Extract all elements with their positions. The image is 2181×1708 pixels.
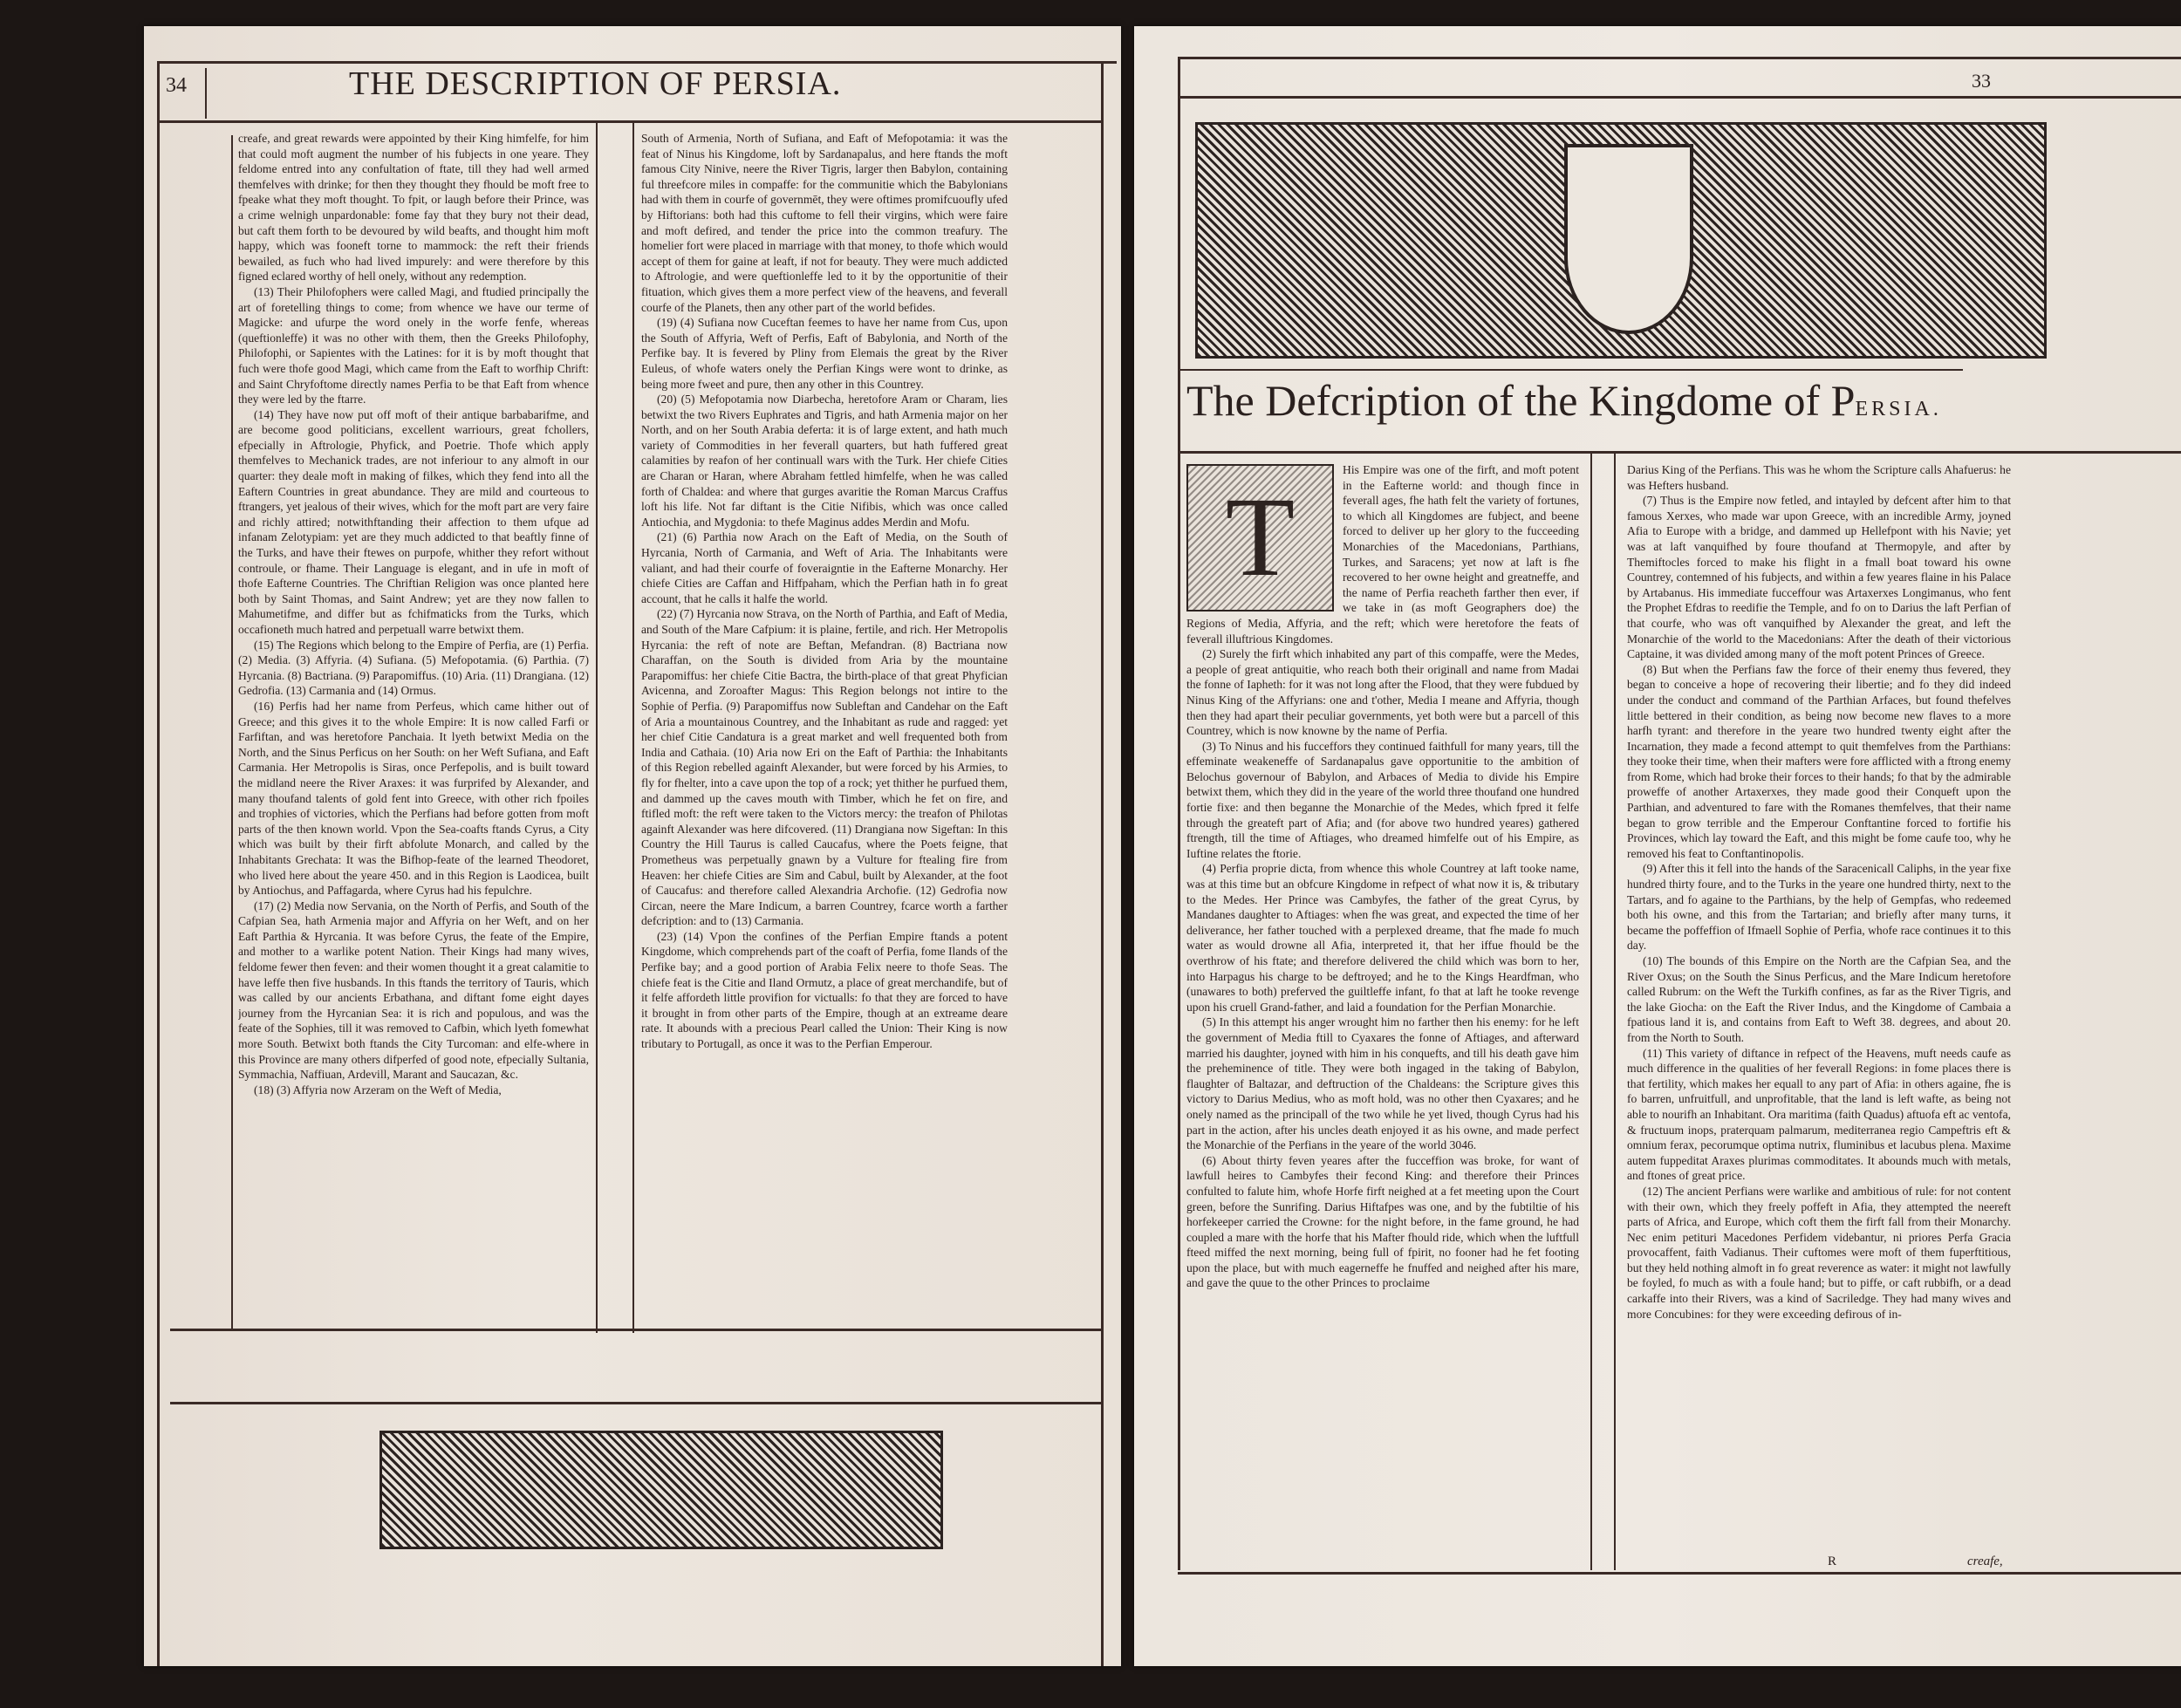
paragraph-18: (18) (3) Affyria now Arzeram on the Weft of Media,: [254, 1083, 502, 1097]
paragraph-4: (4) Perfia proprie dicta, from whence this whole Countrey at laft tooke name, was at this time but an obfcure Kingdome in refpect of what now it is, & tributary to the Medes. Her Prince was Cambyfes, the father of the great Cyrus, by Mandanes daughter to Aftiages: when fhe was great, and expected the time of her deliverance, her father touched with a perplexed dreame, that fhe made fo much water as would drowne all Afia, interpreted it, that her iffue fhould be the overthrow of his ftate; and therefore delivered the child which was born to her, into Harpagus his charge to be deftroyed; and he to the Kings Heardfman, who (unawares to both) preferved the guiltleffe infant, fo that at laft he tooke revenge upon his cruell Grand-father, and laid a foundation for the Perfian Monarchie.: [1186, 862, 1579, 1014]
woodcut-headpiece-ornament-icon: [1195, 122, 2047, 359]
col1-left-rule: [231, 135, 233, 1330]
column-divider-2: [1614, 454, 1616, 1570]
left-border-rule: [1178, 57, 1180, 1570]
page-title-small-caps: ERSIA.: [1855, 398, 1942, 420]
paragraph-19: (19) (4) Sufiana now Cuceftan feemes to have her name from Cus, upon the South of Affyria, Weft of Perfis, Eaft of Babylonia, and North of the Perfike bay. It is fevered by Pliny from Elemais the great by the River Euleus, of whofe waters onely the Perfian Kings were wont to drinke, as being more fweet and pure, then any other in this Countrey.: [641, 316, 1008, 391]
header-rule: [1178, 96, 2181, 99]
catchword: creafe,: [1967, 1554, 2003, 1568]
paragraph-7: (7) Thus is the Empire now fetled, and intayled by defcent after him to that famous Xerxes, who made war upon Greece, with an incredible Army, joyned Afia to Europe with a bridge, and dammed up Hellefpont with his Navie; yet was at laft vanquifhed by foure thoufand at Thermopyle, and after by Themiftocles forced to make his flight in a fmall boat toward his owne Countrey, contemned of his fubjects, and within a few yeares flaine in his Palace by Artabanus. His immediate fucceffour was Artaxerxes Longimanus, who fent the Prophet Efdras to reedifie the Temple, and fo on to Darius the laft Perfian of that courfe, who was oft vanquifhed by Alexander the great, and left the Monarchie of the world to the Macedonians: After the death of their victorious Captaine, it was divided among many of the moft potent Princes of Greece.: [1627, 494, 2011, 661]
paragraph-14: (14) They have now put off moft of their antique barbabarifme, and are become good politicians, excellent warriours, great fchollers, efpecially in Aftrologie, Phyfick, and Poetrie. Thofe which apply themfelves to Mechanick trades, are not inferiour to any almoft in our quarter: they deale moft in making of filkes, which they fend into all the Eaftern Countries in great abundance. They are mild and courteous to ftrangers, yet jealous of their wives, which for the moft part are very faire and richly attired; notwithftanding their affection to them ufque ad infanam Zelotypiam: yet are they much addicted to that beaftly finne of the Turks, and have their ftewes on purpofe, whither they refort without controule, or fhame. Their Language is elegant, and in ufe in moft of thofe Eafterne Countries. The Chriftian Religion was once planted here both by Saint Thomas, and Saint Andrew; yet are they now fallen to Mahumetifme, and differ but as fchifmaticks from the Turks, which occafioneth much hatred and perpetuall warre betwixt them.: [238, 407, 589, 636]
paragraph-21: (21) (6) Parthia now Arach on the Eaft of Media, on the South of Hyrcania, North of Carmania, and Weft of Aria. The Inhabitants were valiant, and had their courfe of foveraigntie in the Eafterne Monarchy. Her chiefe Cities are Caffan and Hiffpaham, which the Perfian hath in fo great account, that he calls it halfe the world.: [641, 530, 1008, 605]
paragraph-23: (23) (14) Vpon the confines of the Perfian Empire ftands a potent Kingdome, which comprehends part of the coaft of Perfia, fome Ilands of the Perfike bay; and a good portion of Arabia Felix neere to thofe Seas. The chiefe feat is the Citie and Iland Ormutz, a place of great merchandife, but of it felfe affordeth little provifion for victualls: fo that they are forced to have it brought in from other parts of the Empire, though at an extreame deare rate. It abounds with a precious Pearl called the Union: Their King is now tributary to Portugall, as once it was to the Perfian Emperour.: [641, 929, 1008, 1051]
left-page: [144, 26, 1121, 1666]
column-divider-2: [632, 120, 634, 1333]
paragraph-17: (17) (2) Media now Servania, on the North of Perfis, and South of the Cafpian Sea, hath Armenia major and Affyria on her Weft, and on her Eaft Parthia & Hyrcania. It was before Cyrus, the feate of the Empire, and mother to a warlike potent Nation. Their Kings had many wives, feldome fewer then feven: and their women thought it a great calamitie to have leffe then five husbands. In this ftands the territory of Tauris, which was called by our ancients Erbathana, and diftant fome eight dayes journey from the Hyrcanian Sea: it is rich and populous, and was the feate of the Sophies, till it was removed to Cafbin, which lyeth fomewhat more South. Betwixt both ftands the City Turcoman: and elfe-where in this Province are many others difperfed of good note, efpecially Sultania, Symmachia, Naffiuan, Ardevill, Marant and Saucazan, &c.: [238, 898, 589, 1082]
woodcut-tailpiece-ornament-icon: [379, 1431, 943, 1549]
column-divider: [596, 120, 598, 1333]
right-page-column-2: [1627, 462, 2011, 1548]
title-bottom-rule: [1178, 451, 2181, 454]
page-number: 34: [166, 74, 187, 97]
paragraph-10: (10) The bounds of this Empire on the North are the Cafpian Sea, and the River Oxus; on the South the Sinus Perficus, and the Mare Indicum heretofore called Rubrum: on the Weft the Turkifh confines, as far as the River Tigris, and the lake Giocha: on the Eaft the River Indus, and the Kingdome of Cambaia a fpatious land it is, and contains from Eaft to Weft 38. degrees, and about 20. from the North to South.: [1627, 954, 2011, 1044]
paragraph: South of Armenia, North of Sufiana, and Eaft of Mefopotamia: it was the feat of Ninus his Kingdome, loft by Sardanapalus, and here ftands the moft famous City Ninive, neere the River Tigris, larger then Babylon, containing ful threefcore miles in compaffe: for the communitie which the Babylonians had with them in courfe of governmēt, they were oftimes promifcuoufly ufed by Hiftorians: both had this cuftome to fell their virgins, which were faire and moft defired, and tender the price into the common treafury. The homelier fort were placed in marriage with that money, to thofe which would accept of them for gaine at leaft, if not for beauty. They were much addicted to Aftrologie, and were queftionleffe led to it by the opportunitie of their fituation, which gives them a more perfect view of the heavens, and feverall courfe of the Planets, then any other part of the world befides.: [641, 132, 1008, 314]
page-title-main: The Defcription of the Kingdome of P: [1186, 376, 1856, 425]
right-page: [1134, 26, 2181, 1666]
page-number: 33: [1972, 70, 1991, 92]
right-page-column-1: [1186, 462, 1579, 1561]
paragraph-5: (5) In this attempt his anger wrought him no farther then his enemy: for he left the government of Media ftill to Cyaxares the fonne of Aftiages, and afterward married his daughter, joyned with him in his conquefts, and till his death gave him the preheminence of title. They were both ingaged in the taking of Babylon, flaughter of Baltazar, and deftruction of the Chaldeans: the Scripture gives this victory to Darius Medius, who as moft hold, was no other then Cyaxares; and he onely named as the principall of the two while he yet lived, though Cyrus had his part in the action, after his uncles death enjoyed it as his owne, and made perfect the Monarchie of the Perfians in the yeare of the world 3046.: [1186, 1015, 1579, 1152]
paragraph-15: (15) The Regions which belong to the Empire of Perfia, are (1) Perfia. (2) Media. (3) Affyria. (4) Sufiana. (5) Mefopotamia. (6) Parthia. (7) Hyrcania. (8) Bactriana. (9) Parapomiffus. (10) Aria. (11) Drangiana. (12) Gedrofia. (13) Carmania and (14) Ormus.: [238, 638, 589, 698]
header-rule: [157, 120, 1104, 123]
top-border-rule: [157, 61, 1117, 64]
right-border-rule: [1101, 61, 1104, 1666]
paragraph-11: (11) This variety of diftance in refpect of the Heavens, muft needs caufe as much difference in the qualities of her feverall Regions: in fome places there is that fertility, which makes her equall to any part of Afia: in others againe, fhe is fo barren, unfruitfull, and unprofitable, that the land is left wafte, as being not able to nourifh an Inhabitant. Ora maritima (faith Quadus) aftuofa eft ac ventofa, & fructuum inops, praterquam palmarum, mediterranea regio Campeftris eft & omnium ferax, pecorumque optima nutrix, fluminibus et lacubus plena. Maxime autem fuppeditat Araxes plurimas commoditates. It abounds much with metals, and ftones of great price.: [1627, 1046, 2011, 1183]
paragraph-9: (9) After this it fell into the hands of the Saracenicall Caliphs, in the year fixe hundred thirty foure, and to the Turks in the yeare one hundred thirty, next to the Tartars, and fo againe to the Parthians, by the help of Gempfas, who redeemed both his owne, and this from the Tartarian; and briefly after many turns, it became the poffeffion of Ifmaell Sophie of Perfia, whofe race continues it to this day.: [1627, 862, 2011, 953]
paragraph-13: (13) Their Philofophers were called Magi, and ftudied principally the art of foretelling things to come; from whence we have our terme of Magicke: and ufurpe the word onely in the worfe fenfe, whereas (queftionleffe) it was no other with them, then the Greeks Philofophy, Philofophi, or Sapientes with the Latines: for it is by moft thought that fuch were thofe good Magi, which came from the Eaft to worfhip Chrift: and Saint Chryfoftome directly names Perfia to be that Eaft from whence they were led by the ftarre.: [238, 284, 589, 407]
blank-shield-icon: [1564, 144, 1693, 334]
text-bottom-rule: [170, 1329, 1104, 1331]
left-border-rule: [157, 61, 160, 1666]
top-border-rule: [1178, 57, 2181, 59]
paragraph-12: (12) The ancient Perfians were warlike and ambitious of rule: for not content with their own, which they freely poffeft in Afia, they attempted the neereft parts of Africa, and Europe, which coft them the firft fall from their Monarchy. Nec enim petituri Macedones Perfidem videbantur, ni priores Perfa Gracia provocaffent, faith Vadianus. Their cuftomes were moft of them fuperftitious, but they held nothing almoft in fo great reverence as water: it might not lawfully be foyled, fo much as with a foule hand; but to piffe, or caft rubbifh, or a dead carkaffe into their Rivers, was a kind of Sacriledge. They had many wives and more Concubines: for they were exceeding defirous of in-: [1627, 1184, 2011, 1321]
bottom-border-rule: [1178, 1572, 2181, 1575]
ornamental-drop-cap-icon: T: [1186, 464, 1334, 611]
paragraph-2: (2) Surely the firft which inhabited any part of this compaffe, were the Medes, a people of great antiquitie, who reach both their originall and name from Madai the fonne of Iapheth: for it was not long after the Flood, that they were fubdued by Ninus King of the Affyrians: one and t'other, Media I meane and Affyria, though then they had apart their peculiar governments, yet both were but a parcell of this Countrey, which is now knowne by the name of Perfia.: [1186, 647, 1579, 738]
page-number-divider: [205, 68, 207, 119]
paragraph: Darius King of the Perfians. This was he whom the Scripture calls Ahafuerus: he was Hefters husband.: [1627, 463, 2011, 492]
column-divider: [1590, 454, 1592, 1570]
title-top-rule: [1178, 369, 1963, 371]
signature-mark: R: [1828, 1554, 1837, 1568]
running-head: THE DESCRIPTION OF PERSIA.: [349, 65, 842, 102]
paragraph-20: (20) (5) Mefopotamia now Diarbecha, heretofore Aram or Charam, lies betwixt the two Rivers Euphrates and Tigris, and hath Armenia major on her North, and on her South Arabia deferta: it is of large extent, and hath much variety of Commodities in her feverall quarters, but hath fuffered great calamities by reafon of her continuall wars with the Turk. Her chiefe Cities are Charan or Haran, where Abraham fettled himfelfe, when he was called forth of Chaldea: and where that gurges avaritie the Roman Marcus Craffus loft his life. Not far diftant is the Citie Nifibis, which was once called Antiochia, and Mygdonia: to thefe Maginus addes Merdin and Mofu.: [641, 393, 1008, 529]
left-page-column-1: [238, 131, 589, 1326]
paragraph-8: (8) But when the Perfians faw the force of their enemy thus fevered, they began to conceive a hope of recovering their libertie; and fo they did indeed under the conduct and command of the Parthian Arfaces, but found thefelves little bettered in their condition, as being now become new flaves to a more harfh tyrant: and therefore in the yeare two hundred twenty eight after the Incarnation, they made a fecond attempt to quit themfelves from the Parthians: they tooke their time, when their mafters were fore afflicted with a ftrong enemy from Rome, which had broke their forces to their hands; fo that by the admirable proweffe of another Artaxerxes, they made good their Conqueft upon the Parthian, and adventured to fare with the Romanes themfelves, that their name began to grow terrible and the Emperour Conftantine forced to fortifie his Provinces, which lay toward the Eaft, and this might be fome caufe too, why he removed his feat to Conftantinopolis.: [1627, 662, 2011, 860]
paragraph: creafe, and great rewards were appointed by their King himfelfe, for him that could moft augment the number of his fubjects in one yeare. They feldome entred into any confultation of ftate, till they had well armed themfelves with drinke; for then they thought they fhould be moft free to fpeake what they moft thought. To fpit, or laugh before their Prince, was a crime welnigh unpardonable: fome fay that they bury not their dead, but caft them forth to be devoured by wild beafts, and thought him moft happy, which was fooneft torne to mammock: the reft their friends bewailed, as fuch who had lived impurely: and were therefore by this figned eclared worthy of hell onely, without any redemption.: [238, 132, 589, 284]
paragraph-22: (22) (7) Hyrcania now Strava, on the North of Parthia, and Eaft of Media, and South of the Mare Cafpium: it is plaine, fertile, and rich. Her Metropolis Hyrcania: the reft of note are Beftan, Mefandran. (8) Bactriana now Charaffan, on the South is divided from Aria by the mountaine Parapomiffus: her chiefe Citie Bactra, the birth-place of that great Phyfician Avicenna, and Zoroafter Magus: This Region belongs not intire to the Sophie of Perfia. (9) Parapomiffus now Subleftan and Candehar on the Eaft of Aria a mountainous Countrey, and the Inhabitant as rude and ragged: yet her chief Citie Candatura is a great market and well frequented both from India and Cathaia. (10) Aria now Eri on the Eaft of Parthia: the Inhabitants of this Region rebelled againft Alexander, but were forced by his Armies, to fly for fhelter, into a cave upon the top of a rock; yet thither he purfued them, and dammed up the caves mouth with Timber, which he fet on fire, and ftifled moft: the reft were taken to the Victors mercy: the treafon of Philotas againft Alexander was here difcovered. (11) Drangiana now Sigeftan: In this Country the Hill Taurus is called Caucafus, where the Poets feigne, that Prometheus was perpetually gnawn by a Vulture for ftealing fire from Heaven: her chiefe Cities are Sim and Cabul, built by Alexander, at the foot of Caucafus: and therefore called Alexandria Archofie. (12) Gedrofia now Circan, neere the Mare Indicum, a barren Countrey, fcarce worth a farther defcription: and to (13) Carmania.: [641, 607, 1008, 928]
paragraph-16: (16) Perfis had her name from Perfeus, which came hither out of Greece; and this gives it to the whole Empire: It is now called Farfi or Farfiftan, and was heretofore Panchaia. It lyeth betwixt Media on the North, and the Sinus Perficus on her South: on her Weft Sufiana, and Eaft Carmania. Her Metropolis is Siras, once Perfepolis, and is built toward the midland neere the River Araxes: it was furprifed by Alexander, and many thoufand talents of gold fent into Greece, with other rich fpoiles and trophies of victories, which the Perfians had before gotten from moft parts of the then known world. Vpon the Sea-coafts ftands Cyrus, a City which was built by their firft abfolute Monarch, and called by the Inhabitants Grechata: It was the Bifhop-feate of the learned Theodoret, who lived here about the yeare 450. and in this Region is Laodicea, built by Antiochus, and Paffagarda, where Cyrus had his fepulchre.: [238, 699, 589, 898]
ornament-top-rule: [170, 1402, 1104, 1404]
left-page-column-2: [641, 131, 1008, 1326]
paragraph-3: (3) To Ninus and his fucceffors they continued faithfull for many years, till the effeminate weakeneffe of Sardanapalus gave opportunitie to the ambition of Belochus governour of Babylon, and Arbaces of Media to divide his Empire betwixt them, which they did in the yeare of the world three thoufand one hundred fortie fixe: and then beganne the Monarchie of the Medes, which fpred it felfe through the greateft part of Afia; and (for above two hundred yeares) gathered ftrength, till the time of Aftiages, who dreamed himfelfe out of his Empire, as Iuftine relates the ftorie.: [1186, 739, 1579, 860]
paragraph-1: His Empire was one of the firft, and moft potent in the Eafterne world: and though fince in feverall ages, fhe hath felt the variety of fortunes, to which all Kingdomes are fubject, and beene forced to deliver up her glory to the fucceeding Monarchies of the Macedonians, Parthians, Turkes, and Saracens; yet now at laft is fhe recovered to her owne height and greatneffe, and the name of Perfia reacheth farther then ever, if we take in (as moft Geographers doe) the Regions of Media, Affyria, and the reft; which were heretofore the feats of feverall illuftrious Kingdomes.: [1186, 463, 1579, 646]
page-title: [1186, 375, 1942, 426]
paragraph-6: (6) About thirty feven yeares after the fucceffion was broke, for want of lawfull heires to Cambyfes their fecond King: and therefore their Princes confulted to falute him, whofe Horfe firft neighed at a fet meeting upon the Court green, before the Sunrifing. Darius Hiftafpes was one, and by the fubtiltie of his horfekeeper carried the Crowne: for the night before, in the fame ground, he had coupled a mare with the horfe that his Mafter fhould ride, which when the luftfull fteed miffed the next morning, being full of fpirit, no fooner had he fet footing upon the place, but with much eagerneffe he fnuffed and neighed after his mare, and gave the quue to the other Princes to proclaime: [1186, 1153, 1579, 1290]
